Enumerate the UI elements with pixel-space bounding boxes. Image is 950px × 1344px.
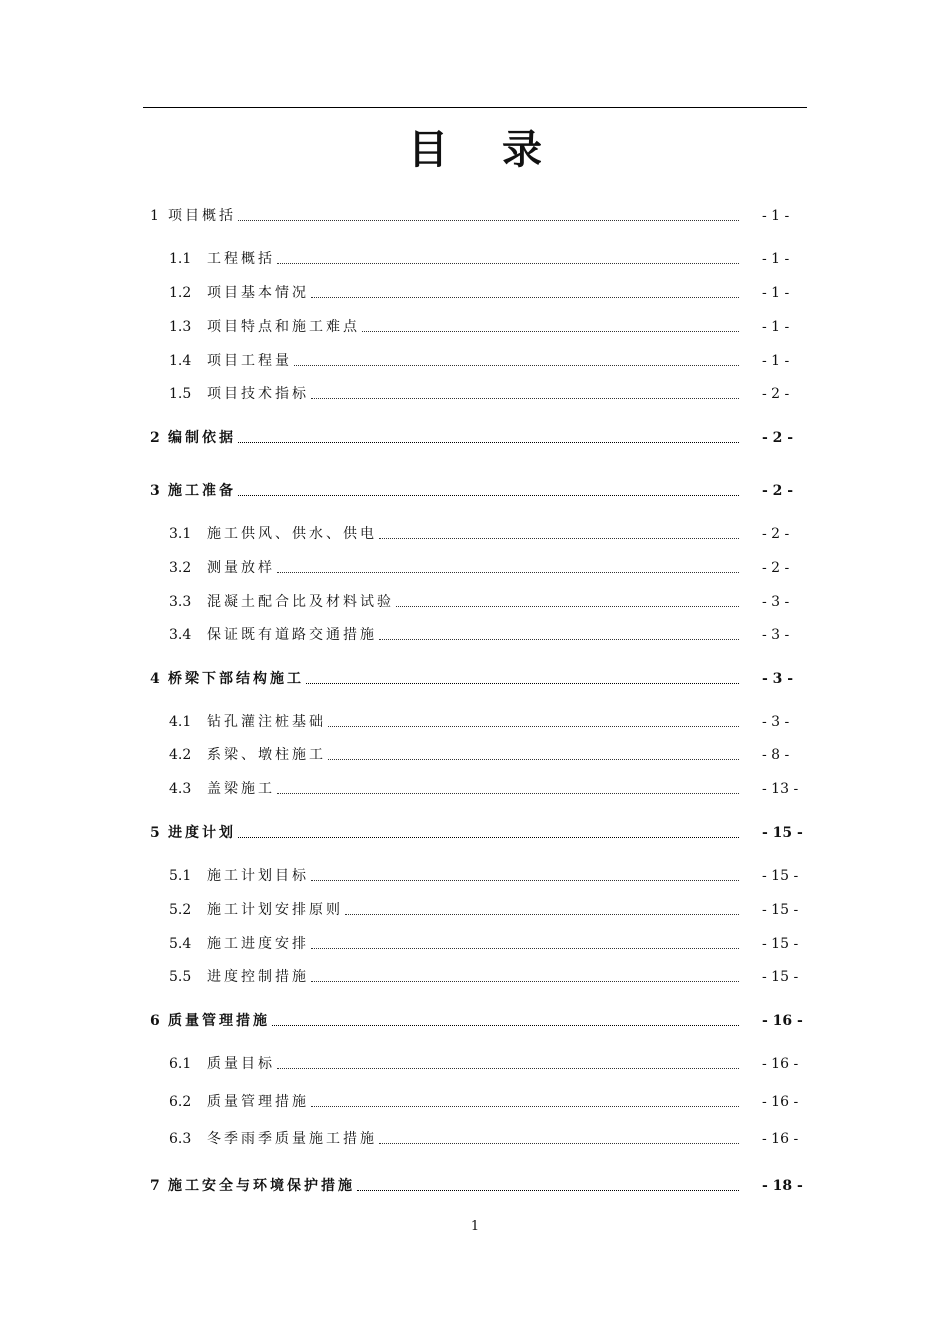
toc-entry-number: 3.1 xyxy=(169,526,192,542)
toc-entry-page: - 15 - xyxy=(762,936,799,952)
toc-entry-page: - 1 - xyxy=(762,208,790,224)
toc-entry-section[interactable] xyxy=(169,1055,799,1073)
toc-dot-leader xyxy=(238,442,739,443)
toc-entry-title: 项目技术指标 xyxy=(207,386,309,402)
toc-entry-number: 4.1 xyxy=(169,714,192,730)
toc-entry-number: 6.1 xyxy=(169,1056,192,1072)
toc-entry-section[interactable] xyxy=(169,385,790,403)
toc-entry-number: 1.1 xyxy=(169,251,192,267)
toc-entry-title: 施工计划安排原则 xyxy=(207,902,343,918)
toc-entry-chapter[interactable] xyxy=(150,482,794,500)
toc-entry-number: 6.3 xyxy=(169,1131,192,1147)
toc-entry-title: 施工准备 xyxy=(168,483,236,499)
toc-dot-leader xyxy=(396,606,739,607)
toc-entry-number: 2 xyxy=(150,430,160,446)
toc-entry-chapter[interactable] xyxy=(150,207,790,225)
toc-dot-leader xyxy=(306,683,739,684)
toc-entry-page: - 3 - xyxy=(762,627,790,643)
toc-entry-section[interactable] xyxy=(169,250,790,268)
toc-entry-title: 混凝土配合比及材料试验 xyxy=(207,594,394,610)
toc-entry-chapter[interactable] xyxy=(150,1012,803,1030)
toc-entry-section[interactable] xyxy=(169,1093,799,1111)
toc-entry-page: - 2 - xyxy=(762,526,790,542)
toc-entry-title: 冬季雨季质量施工措施 xyxy=(207,1131,377,1147)
toc-entry-number: 4.2 xyxy=(169,747,192,763)
toc-entry-page: - 1 - xyxy=(762,353,790,369)
toc-dot-leader xyxy=(379,639,739,640)
toc-entry-title: 盖梁施工 xyxy=(207,781,275,797)
toc-entry-page: - 16 - xyxy=(762,1094,799,1110)
toc-entry-page: - 16 - xyxy=(762,1056,799,1072)
toc-entry-number: 1.5 xyxy=(169,386,192,402)
toc-entry-number: 5.5 xyxy=(169,969,192,985)
toc-entry-page: - 16 - xyxy=(762,1131,799,1147)
toc-entry-section[interactable] xyxy=(169,626,790,644)
toc-dot-leader xyxy=(277,263,739,264)
toc-entry-number: 7 xyxy=(150,1178,160,1194)
toc-dot-leader xyxy=(311,880,739,881)
toc-entry-page: - 1 - xyxy=(762,285,790,301)
toc-dot-leader xyxy=(379,538,739,539)
toc-entry-number: 1.2 xyxy=(169,285,192,301)
toc-dot-leader xyxy=(311,948,739,949)
toc-entry-number: 6 xyxy=(150,1013,160,1029)
toc-dot-leader xyxy=(238,220,739,221)
toc-dot-leader xyxy=(311,398,739,399)
toc-dot-leader xyxy=(238,495,739,496)
toc-entry-section[interactable] xyxy=(169,713,790,731)
toc-entry-section[interactable] xyxy=(169,1130,799,1148)
toc-title: 目录 xyxy=(408,127,596,173)
toc-entry-title: 项目特点和施工难点 xyxy=(207,319,360,335)
toc-entry-page: - 8 - xyxy=(762,747,790,763)
toc-dot-leader xyxy=(311,297,739,298)
toc-dot-leader xyxy=(277,572,739,573)
toc-dot-leader xyxy=(277,1068,739,1069)
toc-entry-section[interactable] xyxy=(169,593,790,611)
toc-entry-page: - 18 - xyxy=(762,1178,803,1194)
toc-entry-section[interactable] xyxy=(169,867,799,885)
toc-entry-section[interactable] xyxy=(169,559,790,577)
toc-entry-page: - 15 - xyxy=(762,868,799,884)
header-rule xyxy=(143,107,807,108)
toc-entry-section[interactable] xyxy=(169,525,790,543)
toc-entry-title: 测量放样 xyxy=(207,560,275,576)
toc-entry-page: - 3 - xyxy=(762,714,790,730)
toc-entry-title: 质量管理措施 xyxy=(207,1094,309,1110)
toc-entry-section[interactable] xyxy=(169,968,799,986)
toc-entry-section[interactable] xyxy=(169,935,799,953)
toc-dot-leader xyxy=(238,837,739,838)
toc-dot-leader xyxy=(328,759,739,760)
toc-entry-page: - 3 - xyxy=(762,594,790,610)
toc-entry-page: - 1 - xyxy=(762,251,790,267)
toc-entry-page: - 2 - xyxy=(762,430,794,446)
toc-entry-title: 项目工程量 xyxy=(207,353,292,369)
toc-entry-chapter[interactable] xyxy=(150,429,794,447)
toc-entry-page: - 2 - xyxy=(762,560,790,576)
toc-entry-title: 工程概括 xyxy=(207,251,275,267)
toc-entry-page: - 2 - xyxy=(762,386,790,402)
toc-entry-number: 4.3 xyxy=(169,781,192,797)
toc-entry-number: 3.3 xyxy=(169,594,192,610)
toc-entry-title: 钻孔灌注桩基础 xyxy=(207,714,326,730)
toc-entry-title: 施工进度安排 xyxy=(207,936,309,952)
toc-entry-section[interactable] xyxy=(169,284,790,302)
toc-entry-number: 5.2 xyxy=(169,902,192,918)
toc-entry-number: 1.4 xyxy=(169,353,192,369)
footer-page-number: 1 xyxy=(470,1219,480,1234)
toc-entry-number: 5 xyxy=(150,825,160,841)
toc-entry-title: 进度计划 xyxy=(168,825,236,841)
toc-entry-section[interactable] xyxy=(169,318,790,336)
toc-entry-number: 3.4 xyxy=(169,627,192,643)
toc-entry-section[interactable] xyxy=(169,901,799,919)
toc-dot-leader xyxy=(272,1025,739,1026)
toc-entry-number: 5.1 xyxy=(169,868,192,884)
toc-entry-chapter[interactable] xyxy=(150,824,803,842)
toc-entry-page: - 15 - xyxy=(762,969,799,985)
toc-entry-title: 项目基本情况 xyxy=(207,285,309,301)
toc-dot-leader xyxy=(345,914,739,915)
toc-entry-page: - 15 - xyxy=(762,825,803,841)
toc-entry-title: 进度控制措施 xyxy=(207,969,309,985)
toc-entry-title: 施工计划目标 xyxy=(207,868,309,884)
toc-entry-title: 质量目标 xyxy=(207,1056,275,1072)
toc-entry-number: 6.2 xyxy=(169,1094,192,1110)
toc-entry-title: 项目概括 xyxy=(168,208,236,224)
toc-entry-page: - 2 - xyxy=(762,483,794,499)
toc-entry-section[interactable] xyxy=(169,746,790,764)
toc-entry-title: 施工安全与环境保护措施 xyxy=(168,1178,355,1194)
toc-entry-number: 5.4 xyxy=(169,936,192,952)
toc-dot-leader xyxy=(294,365,739,366)
toc-entry-page: - 15 - xyxy=(762,902,799,918)
toc-entry-page: - 13 - xyxy=(762,781,799,797)
toc-dot-leader xyxy=(311,981,739,982)
toc-entry-title: 桥梁下部结构施工 xyxy=(168,671,304,687)
toc-entry-number: 3 xyxy=(150,483,160,499)
toc-entry-title: 质量管理措施 xyxy=(168,1013,270,1029)
toc-entry-title: 施工供风、供水、供电 xyxy=(207,526,377,542)
toc-entry-chapter[interactable] xyxy=(150,670,794,688)
toc-entry-page: - 1 - xyxy=(762,319,790,335)
toc-entry-number: 1.3 xyxy=(169,319,192,335)
toc-dot-leader xyxy=(357,1190,739,1191)
toc-dot-leader xyxy=(379,1143,739,1144)
toc-entry-chapter[interactable] xyxy=(150,1177,803,1195)
toc-entry-number: 3.2 xyxy=(169,560,192,576)
toc-dot-leader xyxy=(277,793,739,794)
toc-entry-title: 编制依据 xyxy=(168,430,236,446)
toc-dot-leader xyxy=(362,331,739,332)
toc-entry-title: 保证既有道路交通措施 xyxy=(207,627,377,643)
toc-entry-page: - 16 - xyxy=(762,1013,803,1029)
toc-entry-number: 1 xyxy=(150,208,159,224)
toc-entry-title: 系梁、墩柱施工 xyxy=(207,747,326,763)
toc-dot-leader xyxy=(328,726,739,727)
toc-entry-number: 4 xyxy=(150,671,160,687)
toc-entry-section[interactable] xyxy=(169,780,799,798)
toc-entry-section[interactable] xyxy=(169,352,790,370)
toc-dot-leader xyxy=(311,1106,739,1107)
toc-entry-page: - 3 - xyxy=(762,671,794,687)
